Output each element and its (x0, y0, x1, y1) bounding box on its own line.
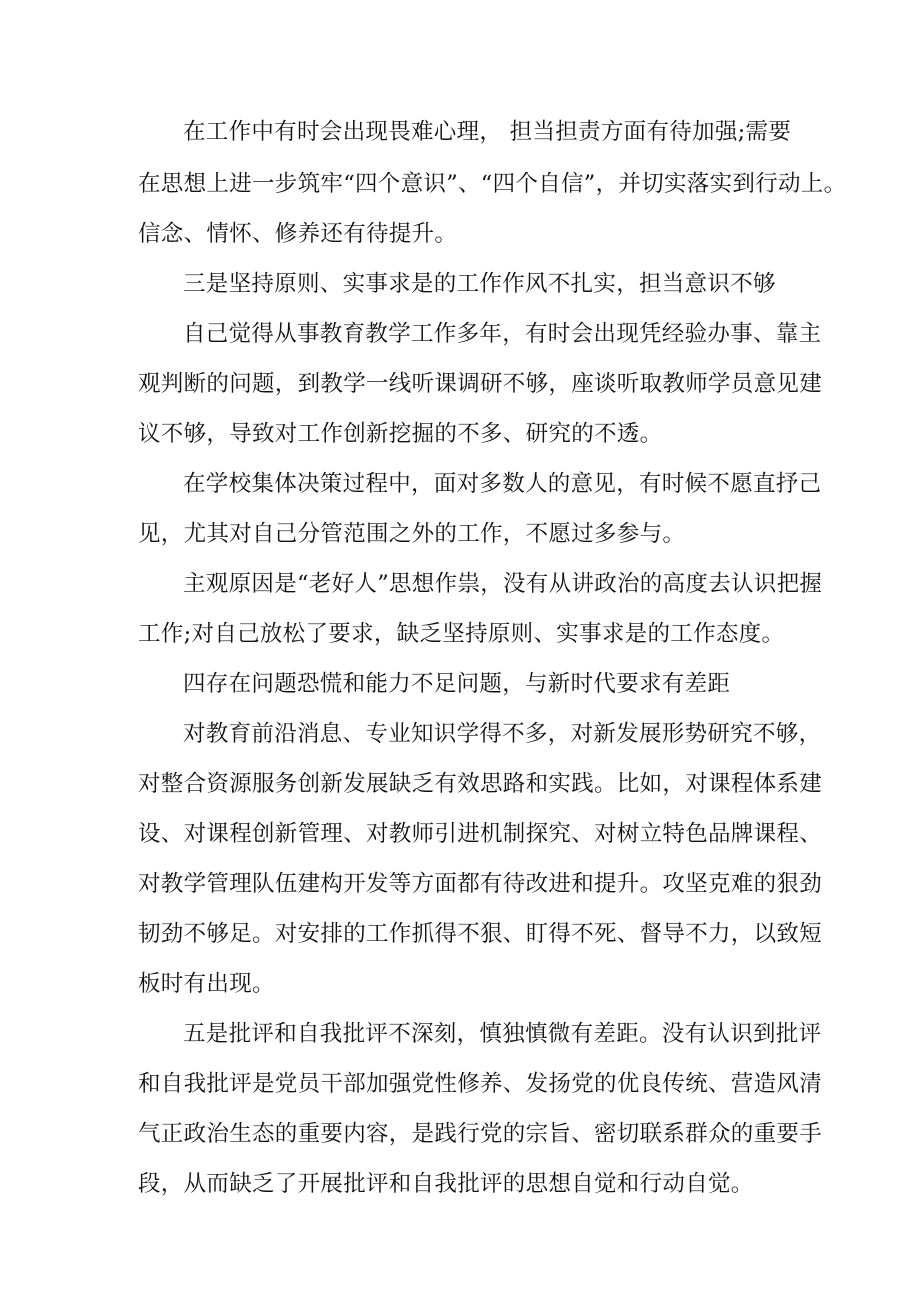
text-line: 在工作中有时会出现畏难心理， 担当担责方面有待加强;需要 (183, 119, 792, 145)
text-line: 主观原因是“老好人”思想作祟，没有从讲政治的高度去认识把握 (183, 571, 823, 597)
text-line: 板时有出现。 (138, 971, 275, 997)
text-line: 在思想上进一步筑牢“四个意识”、“四个自信”，并切实落实到行动上。 (138, 171, 847, 197)
text-line: 见，尤其对自己分管范围之外的工作，不愿过多参与。 (138, 521, 686, 547)
text-line: 自己觉得从事教育教学工作多年，有时会出现凭经验办事、靠主 (183, 321, 822, 347)
text-line: 在学校集体决策过程中，面对多数人的意见，有时候不愿直抒己 (183, 471, 822, 497)
text-line: 韧劲不够足。对安排的工作抓得不狠、盯得不死、督导不力，以致短 (138, 921, 823, 947)
text-line: 观判断的问题，到教学一线听课调研不够，座谈听取教师学员意见建 (138, 371, 823, 397)
text-line: 对整合资源服务创新发展缺乏有效思路和实践。比如，对课程体系建 (138, 771, 823, 797)
text-line: 设、对课程创新管理、对教师引进机制探究、对树立特色品牌课程、 (138, 821, 823, 847)
text-line: 对教学管理队伍建构开发等方面都有待改进和提升。攻坚克难的狠劲 (138, 871, 823, 897)
text-line: 工作;对自己放松了要求，缺乏坚持原则、实事求是的工作态度。 (138, 621, 785, 647)
section-heading: 四存在问题恐慌和能力不足问题，与新时代要求有差距 (183, 671, 731, 697)
text-line: 段，从而缺乏了开展批评和自我批评的思想自觉和行动自觉。 (138, 1171, 754, 1197)
text-line: 气正政治生态的重要内容，是践行党的宗旨、密切联系群众的重要手 (138, 1121, 823, 1147)
text-line: 信念、情怀、修养还有待提升。 (138, 221, 458, 247)
section-heading: 三是坚持原则、实事求是的工作作风不扎实，担当意识不够 (183, 271, 776, 297)
text-line: 议不够，导致对工作创新挖掘的不多、研究的不透。 (138, 421, 663, 447)
section-heading: 五是批评和自我批评不深刻，慎独慎微有差距。没有认识到批评 (183, 1021, 822, 1047)
text-line: 和自我批评是党员干部加强党性修养、发扬党的优良传统、营造风清 (138, 1071, 823, 1097)
text-line: 对教育前沿消息、专业知识学得不多，对新发展形势研究不够， (183, 721, 822, 747)
